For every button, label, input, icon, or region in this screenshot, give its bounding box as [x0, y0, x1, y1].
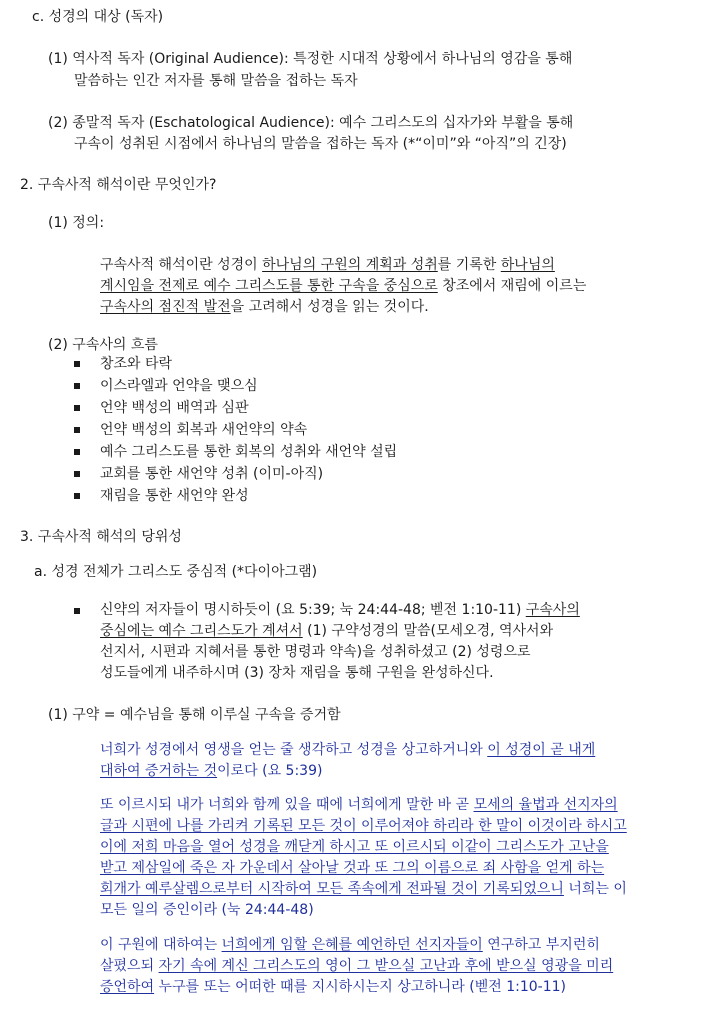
flow-item: 이스라엘과 언약을 맺으심 [100, 378, 258, 394]
bullet-icon [74, 361, 80, 367]
definition-line-3: 구속사의 점진적 발전을 고려해서 성경을 읽는 것이다. [100, 299, 429, 315]
definition-label: (1) 정의: [48, 215, 105, 231]
flow-item: 언약 백성의 회복과 새언약의 약속 [100, 422, 308, 438]
bullet-icon [74, 427, 80, 433]
quote-1-line-2: 대하여 증거하는 것이로다 (요 5:39) [100, 763, 323, 779]
subsection-a-heading: a. 성경 전체가 그리스도 중심적 (*다이아그램) [34, 564, 318, 580]
quote-2-line-3: 이에 저희 마음을 열어 성경을 깨닫게 하시고 또 이르시되 이같이 그리스도가 고난을 [100, 839, 609, 855]
bullet-line-4: 성도들에게 내주하시며 (3) 장차 재림을 통해 구원을 완성하신다. [100, 665, 494, 681]
flow-item: 예수 그리스도를 통한 회복의 성취와 새언약 설립 [100, 444, 398, 460]
flow-item: 교회를 통한 새언약 성취 (이미-아직) [100, 466, 324, 482]
quote-2-line-6: 모든 일의 증인이라 (눅 24:44-48) [100, 902, 314, 918]
section-2-heading: 2. 구속사적 해석이란 무엇인가? [20, 177, 217, 193]
bullet-icon [74, 608, 80, 614]
audience-item-1-line-1: (1) 역사적 독자 (Original Audience): 특정한 시대적 상황에서 하나님의 영감을 통해 [48, 51, 573, 67]
audience-item-2-line-2: 구속이 성취된 시점에서 하나님의 말씀을 접하는 독자 (*“이미”와 “아직”의 긴장) [74, 136, 567, 152]
definition-line-1: 구속사적 해석이란 성경이 하나님의 구원의 계획과 성취를 기록한 하나님의 [100, 257, 555, 273]
audience-item-1-line-2: 말씀하는 인간 저자를 통해 말씀을 접하는 독자 [74, 73, 358, 89]
audience-item-2-line-1: (2) 종말적 독자 (Eschatological Audience): 예수 그리스도의 십자가와 부활을 통해 [48, 115, 574, 131]
flow-item: 언약 백성의 배역과 심판 [100, 400, 249, 416]
section-c-heading: c. 성경의 대상 (독자) [32, 9, 164, 25]
quote-2-line-1: 또 이르시되 내가 너희와 함께 있을 때에 너희에게 말한 바 곧 모세의 율법과 선지자의 [100, 797, 618, 813]
bullet-line-2: 중심에는 예수 그리스도가 계셔서 (1) 구약성경의 말씀(모세오경, 역사서와 [100, 623, 554, 639]
old-testament-label: (1) 구약 = 예수님을 통해 이루실 구속을 증거함 [48, 707, 341, 723]
quote-2-line-4: 받고 제삼일에 죽은 자 가운데서 살아날 것과 또 그의 이름으로 죄 사함을 얻게 하는 [100, 860, 605, 876]
flow-label: (2) 구속사의 흐름 [48, 337, 158, 353]
bullet-icon [74, 383, 80, 389]
bullet-icon [74, 405, 80, 411]
bullet-line-3: 선지서, 시편과 지혜서를 통한 명령과 약속)을 성취하셨고 (2) 성령으로 [100, 644, 531, 660]
definition-line-2: 계시임을 전제로 예수 그리스도를 통한 구속을 중심으로 창조에서 재림에 이르는 [100, 278, 587, 294]
bullet-icon [74, 493, 80, 499]
bullet-icon [74, 471, 80, 477]
quote-1-line-1: 너희가 성경에서 영생을 얻는 줄 생각하고 성경을 상고하거니와 이 성경이 곧 내게 [100, 742, 596, 758]
quote-3-line-3: 증언하여 누구를 또는 어떠한 때를 지시하시는지 상고하니라 (벧전 1:10-11) [100, 979, 566, 995]
quote-2-line-5: 회개가 예루살렘으로부터 시작하여 모든 족속에게 전파될 것이 기록되었으니 너희는 이 [100, 881, 627, 897]
bullet-line-1: 신약의 저자들이 명시하듯이 (요 5:39; 눅 24:44-48; 벧전 1:10-11) 구속사의 [100, 602, 580, 618]
bullet-icon [74, 449, 80, 455]
flow-item: 재림을 통한 새언약 완성 [100, 488, 249, 504]
quote-3-line-1: 이 구원에 대하여는 너희에게 임할 은혜를 예언하던 선지자들이 연구하고 부지런히 [100, 937, 600, 953]
quote-2-line-2: 글과 시편에 나를 가리켜 기록된 모든 것이 이루어져야 하리라 한 말이 이것이라 하시고 [100, 818, 627, 834]
quote-3-line-2: 살폈으되 자기 속에 계신 그리스도의 영이 그 받으실 고난과 후에 받으실 영광을 미리 [100, 958, 614, 974]
flow-item: 창조와 타락 [100, 356, 173, 372]
section-3-heading: 3. 구속사적 해석의 당위성 [20, 529, 182, 545]
